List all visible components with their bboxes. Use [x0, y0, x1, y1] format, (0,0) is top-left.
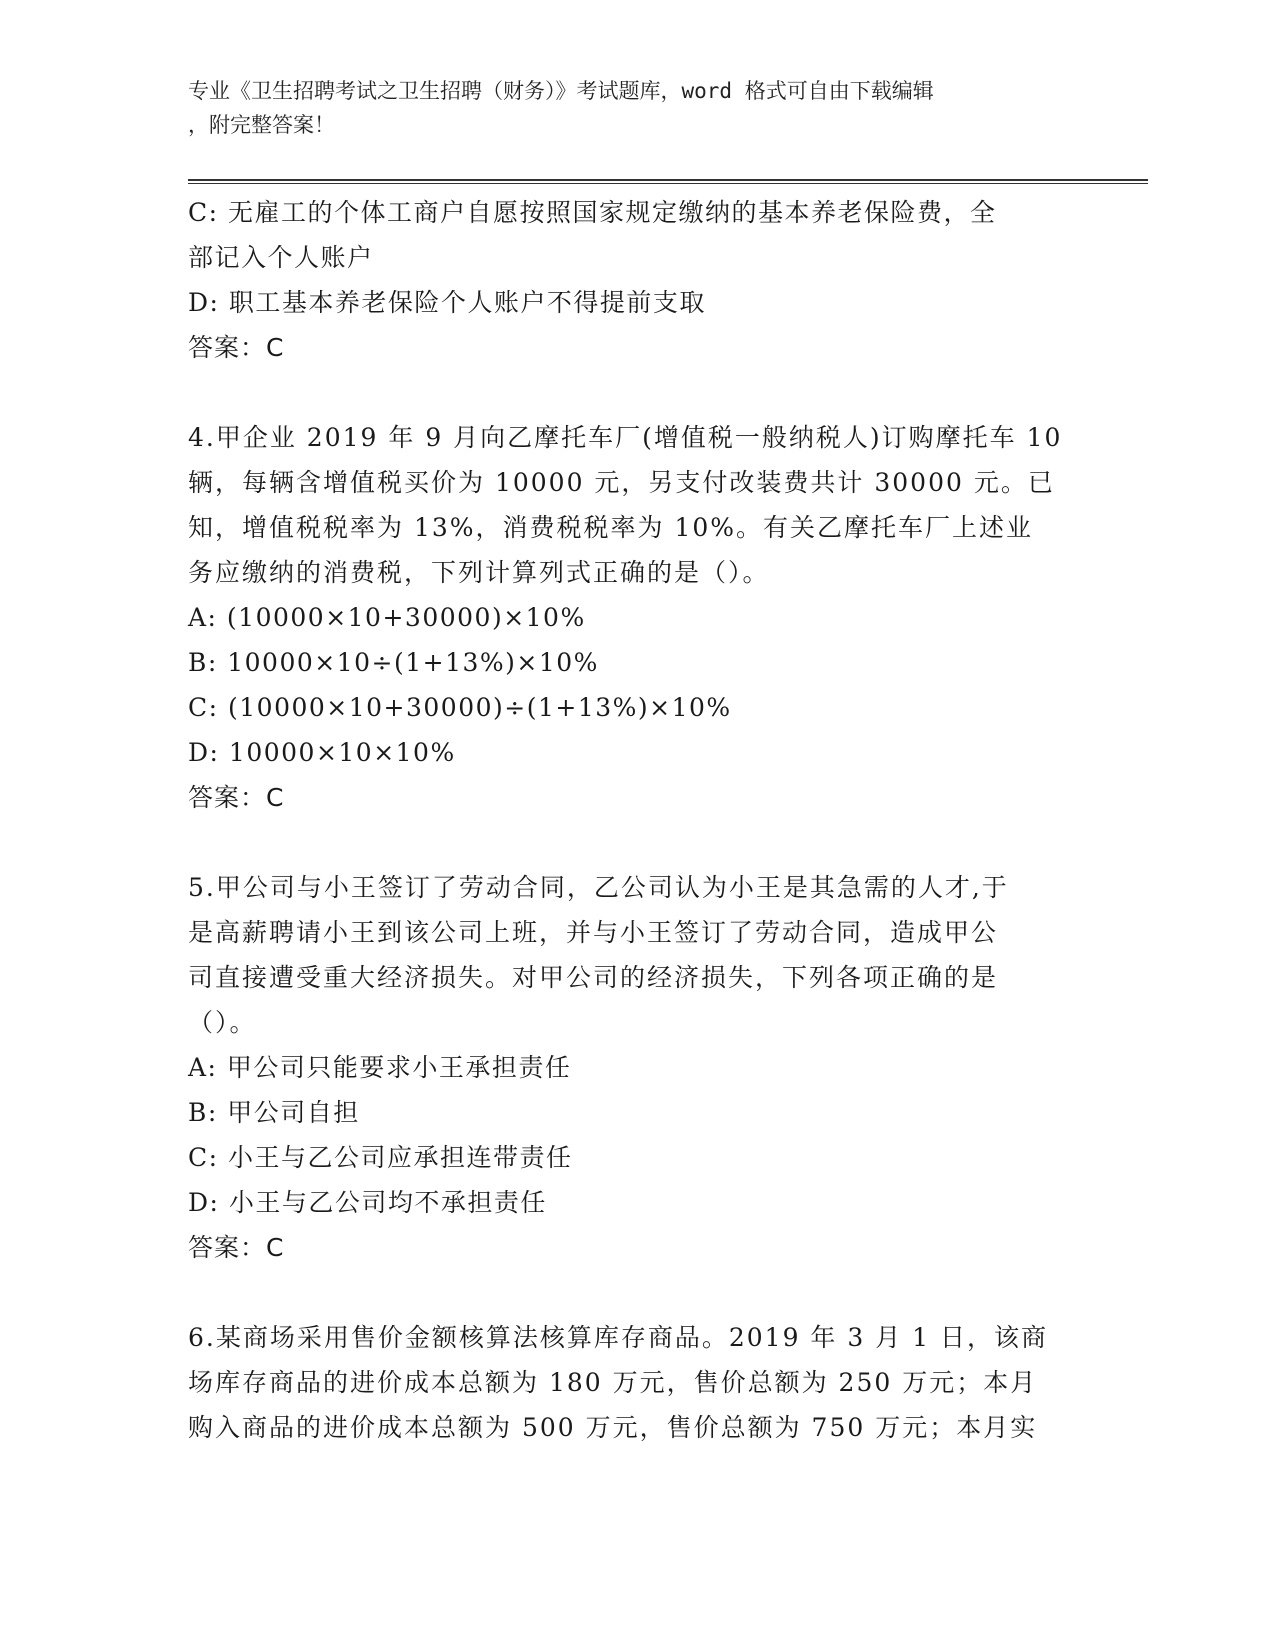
answer: 答案：C [188, 1233, 285, 1262]
stem-line: （）。 [188, 1008, 257, 1037]
stem-line: 是高薪聘请小王到该公司上班，并与小王签订了劳动合同，造成甲公 [188, 918, 999, 947]
question-content [188, 190, 1068, 1450]
spacer [188, 1270, 1068, 1315]
option-c-line-1: C: 无雇工的个体工商户自愿按照国家规定缴纳的基本养老保险费，全 [188, 198, 997, 227]
option-a: A: 甲公司只能要求小王承担责任 [188, 1053, 572, 1082]
question-stem [188, 415, 1068, 595]
stem-line: 购入商品的进价成本总额为 500 万元，售价总额为 750 万元；本月实 [188, 1413, 1038, 1442]
question-stem [188, 1315, 1068, 1450]
question-5 [188, 865, 1068, 1270]
stem-line: 司直接遭受重大经济损失。对甲公司的经济损失，下列各项正确的是 [188, 963, 999, 992]
option-c: C: (10000×10+30000)÷(1+13%)×10% [188, 693, 732, 722]
header-line-1: 专业《卫生招聘考试之卫生招聘（财务）》考试题库，word 格式可自由下载编辑 [188, 79, 934, 103]
header-line-2: ，附完整答案！ [188, 113, 335, 137]
option-d: D: 小王与乙公司均不承担责任 [188, 1188, 547, 1217]
question-3 [188, 190, 1068, 370]
document-header [188, 74, 1068, 142]
stem-line: 务应缴纳的消费税，下列计算列式正确的是（）。 [188, 558, 770, 587]
question-stem [188, 865, 1068, 1045]
question-6 [188, 1315, 1068, 1450]
option-a: A: (10000×10+30000)×10% [188, 603, 586, 632]
option-c-line-2: 部记入个人账户 [188, 243, 374, 272]
stem-line: 5.甲公司与小王签订了劳动合同，乙公司认为小王是其急需的人才,于 [188, 873, 1009, 902]
stem-line: 知，增值税税率为 13%，消费税税率为 10%。有关乙摩托车厂上述业 [188, 513, 1034, 542]
option-d: D: 职工基本养老保险个人账户不得提前支取 [188, 288, 706, 317]
header-divider [188, 179, 1148, 184]
option-b: B: 甲公司自担 [188, 1098, 360, 1127]
answer: 答案：C [188, 333, 285, 362]
question-4 [188, 415, 1068, 820]
stem-line: 4.甲企业 2019 年 9 月向乙摩托车厂(增值税一般纳税人)订购摩托车 10 [188, 423, 1063, 452]
stem-line: 场库存商品的进价成本总额为 180 万元，售价总额为 250 万元；本月 [188, 1368, 1038, 1397]
option-b: B: 10000×10÷(1+13%)×10% [188, 648, 599, 677]
answer: 答案：C [188, 783, 285, 812]
option-d: D: 10000×10×10% [188, 738, 456, 767]
spacer [188, 370, 1068, 415]
option-c: C: 小王与乙公司应承担连带责任 [188, 1143, 573, 1172]
spacer [188, 820, 1068, 865]
stem-line: 辆，每辆含增值税买价为 10000 元，另支付改装费共计 30000 元。已 [188, 468, 1055, 497]
stem-line: 6.某商场采用售价金额核算法核算库存商品。2019 年 3 月 1 日，该商 [188, 1323, 1049, 1352]
